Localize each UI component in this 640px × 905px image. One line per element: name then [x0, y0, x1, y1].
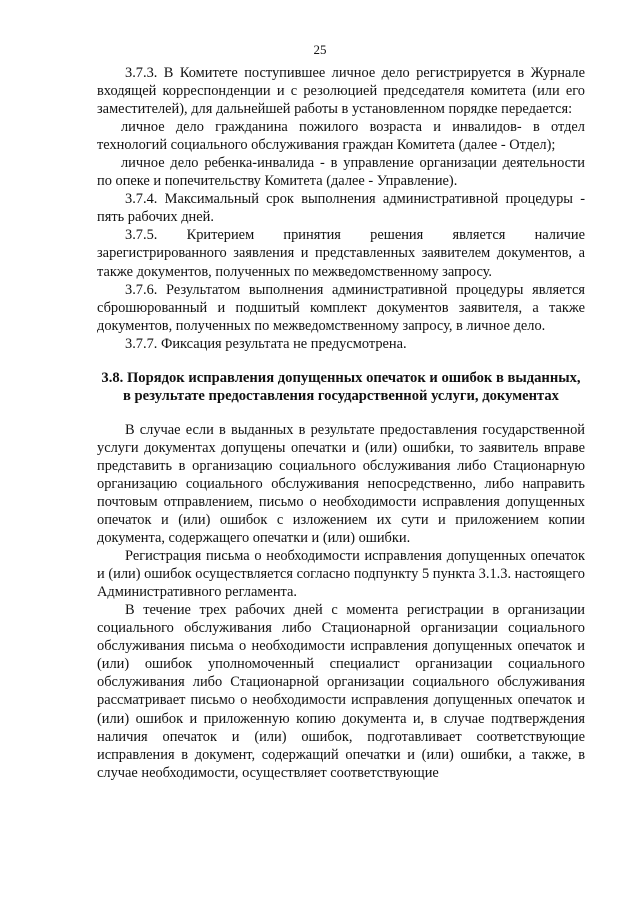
paragraph-3-7-3-elderly: личное дело гражданина пожилого возраста и инвалидов- в отдел технологий социального обслуживания граждан Комитета (далее - Отдел);: [97, 119, 585, 154]
paragraph-3-7-3: 3.7.3. В Комитете поступившее личное дело регистрируется в Журнале входящей корреспонденции и с резолюцией председателя комитета (или его заместителей), для дальнейшей работы в установленном порядке передается:: [97, 65, 585, 118]
paragraph-3-7-7: 3.7.7. Фиксация результата не предусмотрена.: [125, 335, 407, 352]
paragraph-3-7-5: 3.7.5. Критерием принятия решения является наличие зарегистрированного заявления и представленных заявителем документов, а также документов, полученных по межведомственному запросу.: [97, 227, 585, 280]
section-heading-3-8: 3.8. Порядок исправления допущенных опечаток и ошибок в выданных, в результате предоставления государственной услуги, документах: [101, 369, 581, 404]
paragraph-3-7-3-child: личное дело ребенка-инвалида - в управление организации деятельности по опеке и попечительству Комитета (далее - Управление).: [97, 155, 585, 190]
document-body: [97, 64, 585, 782]
paragraph-3-8-errors: В случае если в выданных в результате предоставления государственной услуги документах допущены опечатки и (или) ошибки, то заявитель вправе представить в организацию социального обслуживания либо Стационарную организацию социального обслуживания непосредственно, либо направить почтовым отправлением, письмо о необходимости исправления допущенных опечаток и (или) ошибок с изложением их сути и приложением копии документа, содержащего опечатки и (или) ошибки.: [97, 421, 585, 547]
paragraph-3-8-registration: Регистрация письма о необходимости исправления допущенных опечаток и (или) ошибок осуществляется согласно подпункту 5 пункта 3.1.3. настоящего Административного регламента.: [97, 548, 585, 601]
page-number: 25: [313, 42, 327, 57]
paragraph-3-8-review: В течение трех рабочих дней с момента регистрации в организации социального обслуживания либо Стационарной организации социального обслуживания письма о необходимости исправления допущенных опечаток и (или) ошибок уполномоченный специалист организации социального обслуживания либо Стационарной организации социального обслуживания рассматривает письмо о необходимости исправления допущенных опечаток и (или) ошибок и приложенную копию документа и, в случае подтверждения наличия опечаток и (или) ошибок, подготавливает соответствующие исправления в документ, содержащий опечатки и (или) ошибки, а также, в случае необходимости, осуществляет соответствующие: [97, 602, 585, 781]
paragraph-3-7-4: 3.7.4. Максимальный срок выполнения административной процедуры - пять рабочих дней.: [97, 191, 585, 226]
paragraph-3-7-6: 3.7.6. Результатом выполнения административной процедуры является сброшюрованный и подшитый комплект документов заявителя, а также документов, полученных по межведомственному запросу, в личное дело.: [97, 281, 585, 334]
